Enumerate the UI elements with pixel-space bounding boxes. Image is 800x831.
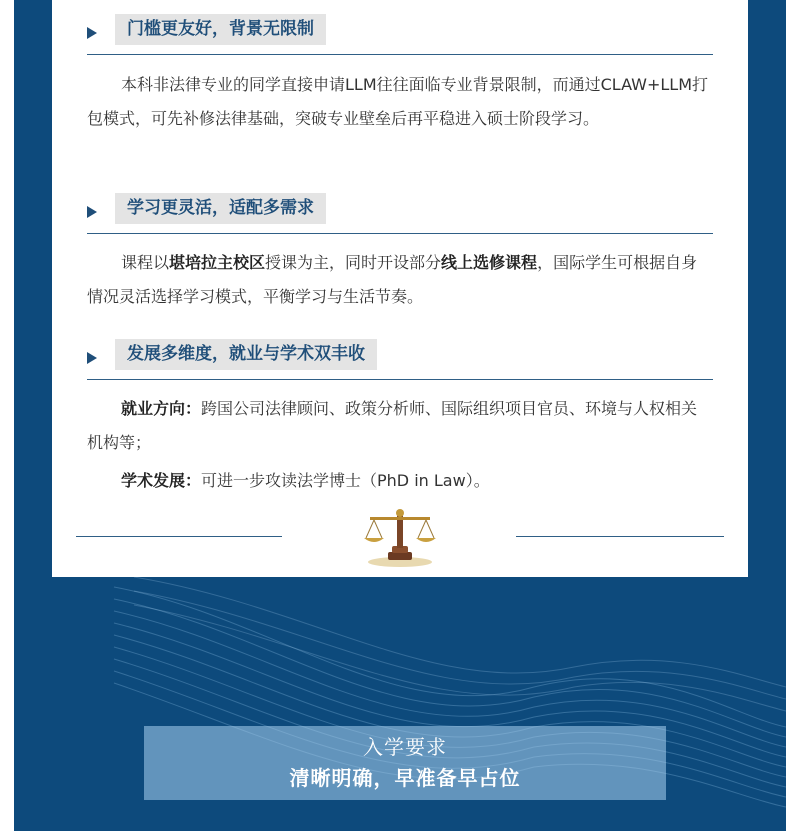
triangle-arrow-icon (87, 206, 97, 218)
employment-text: 跨国公司法律顾问、政策分析师、国际组织项目官员、环境与人权相关机构等； (87, 399, 698, 452)
bold-online-courses: 线上选修课程 (441, 253, 538, 272)
divider-right (516, 536, 724, 537)
section-title-2: 学习更灵活，适配多需求 (115, 193, 326, 224)
academic-label: 学术发展： (121, 471, 202, 490)
academic-text: 可进一步攻读法学博士（PhD in Law）。 (201, 471, 490, 490)
content-card (52, 0, 748, 577)
employment-label: 就业方向： (121, 399, 202, 418)
text-span: 授课为主，同时开设部分 (265, 253, 442, 272)
academic-paragraph (87, 464, 713, 498)
section-title-3: 发展多维度，就业与学术双丰收 (115, 339, 377, 370)
bold-campus: 堪培拉主校区 (169, 253, 266, 272)
banner-title: 入学要求 (363, 735, 447, 759)
triangle-arrow-icon (87, 352, 97, 364)
section-paragraph-2 (87, 246, 713, 314)
section-title-1: 门槛更友好，背景无限制 (115, 14, 326, 45)
admission-banner (144, 726, 666, 800)
section-header-2 (87, 193, 713, 234)
text-span: 课程以 (121, 253, 170, 272)
divider-left (76, 536, 282, 537)
section-paragraph-1: 本科非法律专业的同学直接申请LLM往往面临专业背景限制，而通过CLAW+LLM打包模式，可先补修法律基础，突破专业壁垒后再平稳进入硕士阶段学习。 (87, 75, 709, 128)
triangle-arrow-icon (87, 27, 97, 39)
text-span: ，国际学生可根据自身情况灵活选择学习模式，平衡学习与生活节奏。 (87, 253, 698, 306)
banner-subtitle: 清晰明确，早准备早占位 (289, 766, 521, 790)
section-header-1 (87, 14, 713, 55)
employment-paragraph (87, 392, 713, 460)
scales-of-justice-icon (362, 506, 438, 568)
section-header-3 (87, 339, 713, 380)
page-frame (14, 0, 786, 831)
